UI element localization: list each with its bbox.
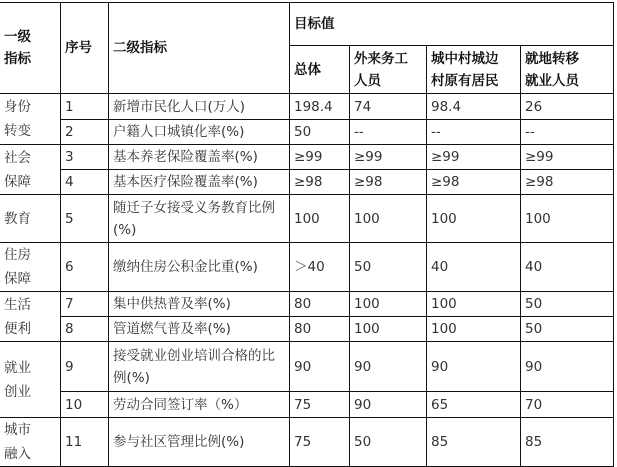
indicator-cell: 接受就业创业培训合格的比 例(%) [109, 342, 290, 392]
value-cell: 90 [521, 342, 614, 392]
header-target: 目标值 [290, 3, 614, 46]
category-employment: 就业 创业 [0, 342, 61, 418]
value-cell: 100 [521, 195, 614, 243]
category-housing: 住房 保障 [0, 243, 61, 292]
category-social-security: 社会 保障 [0, 145, 61, 195]
value-cell: 80 [290, 292, 350, 317]
table-row [0, 317, 614, 342]
seq-cell: 3 [61, 145, 109, 170]
value-cell: ≥98 [350, 170, 427, 195]
header-village-residents: 城中村城边 村原有居民 [427, 46, 521, 94]
table-row [0, 292, 614, 317]
value-cell: 80 [290, 317, 350, 342]
table-row [0, 94, 614, 120]
seq-cell: 9 [61, 342, 109, 392]
value-cell: ≥99 [350, 145, 427, 170]
seq-cell: 1 [61, 94, 109, 120]
table-row [0, 392, 614, 418]
value-cell: 50 [521, 317, 614, 342]
indicator-cell: 随迁子女接受义务教育比例 (%) [109, 195, 290, 243]
value-cell: 50 [290, 120, 350, 145]
header-overall: 总体 [290, 46, 350, 94]
seq-cell: 11 [61, 418, 109, 467]
value-cell: ≥99 [290, 145, 350, 170]
header-level1: 一级 指标 [0, 3, 61, 94]
value-cell: 26 [521, 94, 614, 120]
value-cell: 100 [290, 195, 350, 243]
value-cell: 90 [350, 392, 427, 418]
header-seq: 序号 [61, 3, 109, 94]
value-cell: ＞40 [290, 243, 350, 292]
value-cell: 90 [427, 342, 521, 392]
value-cell: 90 [290, 342, 350, 392]
table-row [0, 170, 614, 195]
table-row [0, 243, 614, 292]
indicator-cell: 基本医疗保险覆盖率(%) [109, 170, 290, 195]
value-cell: 100 [350, 195, 427, 243]
value-cell: ≥99 [427, 145, 521, 170]
indicator-cell: 管道燃气普及率(%) [109, 317, 290, 342]
seq-cell: 5 [61, 195, 109, 243]
value-cell: 75 [290, 418, 350, 467]
header-row-1 [0, 3, 614, 46]
value-cell: 74 [350, 94, 427, 120]
value-cell: 85 [427, 418, 521, 467]
table-row [0, 342, 614, 392]
value-cell: 98.4 [427, 94, 521, 120]
value-cell: 40 [521, 243, 614, 292]
seq-cell: 4 [61, 170, 109, 195]
value-cell: -- [350, 120, 427, 145]
target-indicator-table [0, 2, 614, 467]
value-cell: 65 [427, 392, 521, 418]
category-identity: 身份 转变 [0, 94, 61, 145]
table-row [0, 145, 614, 170]
value-cell: -- [521, 120, 614, 145]
indicator-cell: 缴纳住房公积金比重(%) [109, 243, 290, 292]
value-cell: ≥99 [521, 145, 614, 170]
table-row [0, 195, 614, 243]
indicator-cell: 参与社区管理比例(%) [109, 418, 290, 467]
value-cell: 100 [350, 292, 427, 317]
value-cell: 198.4 [290, 94, 350, 120]
seq-cell: 8 [61, 317, 109, 342]
indicator-cell: 集中供热普及率(%) [109, 292, 290, 317]
value-cell: 50 [350, 418, 427, 467]
value-cell: 100 [350, 317, 427, 342]
value-cell: 50 [350, 243, 427, 292]
value-cell: 100 [427, 195, 521, 243]
indicator-cell: 新增市民化人口(万人) [109, 94, 290, 120]
value-cell: ≥98 [290, 170, 350, 195]
table-row [0, 120, 614, 145]
seq-cell: 10 [61, 392, 109, 418]
value-cell: 100 [427, 292, 521, 317]
indicator-cell: 户籍人口城镇化率(%) [109, 120, 290, 145]
value-cell: ≥98 [427, 170, 521, 195]
category-urban-integration: 城市 融入 [0, 418, 61, 467]
value-cell: 90 [350, 342, 427, 392]
header-migrant-workers: 外来务工 人员 [350, 46, 427, 94]
seq-cell: 7 [61, 292, 109, 317]
seq-cell: 6 [61, 243, 109, 292]
indicator-cell: 基本养老保险覆盖率(%) [109, 145, 290, 170]
value-cell: 70 [521, 392, 614, 418]
header-level2: 二级指标 [109, 3, 290, 94]
value-cell: 100 [427, 317, 521, 342]
table-row [0, 418, 614, 467]
value-cell: 50 [521, 292, 614, 317]
value-cell: 40 [427, 243, 521, 292]
seq-cell: 2 [61, 120, 109, 145]
value-cell: -- [427, 120, 521, 145]
value-cell: ≥98 [521, 170, 614, 195]
category-education: 教育 [0, 195, 61, 243]
header-local-transfer: 就地转移 就业人员 [521, 46, 614, 94]
indicator-cell: 劳动合同签订率（%） [109, 392, 290, 418]
value-cell: 85 [521, 418, 614, 467]
category-living-convenience: 生活 便利 [0, 292, 61, 342]
value-cell: 75 [290, 392, 350, 418]
